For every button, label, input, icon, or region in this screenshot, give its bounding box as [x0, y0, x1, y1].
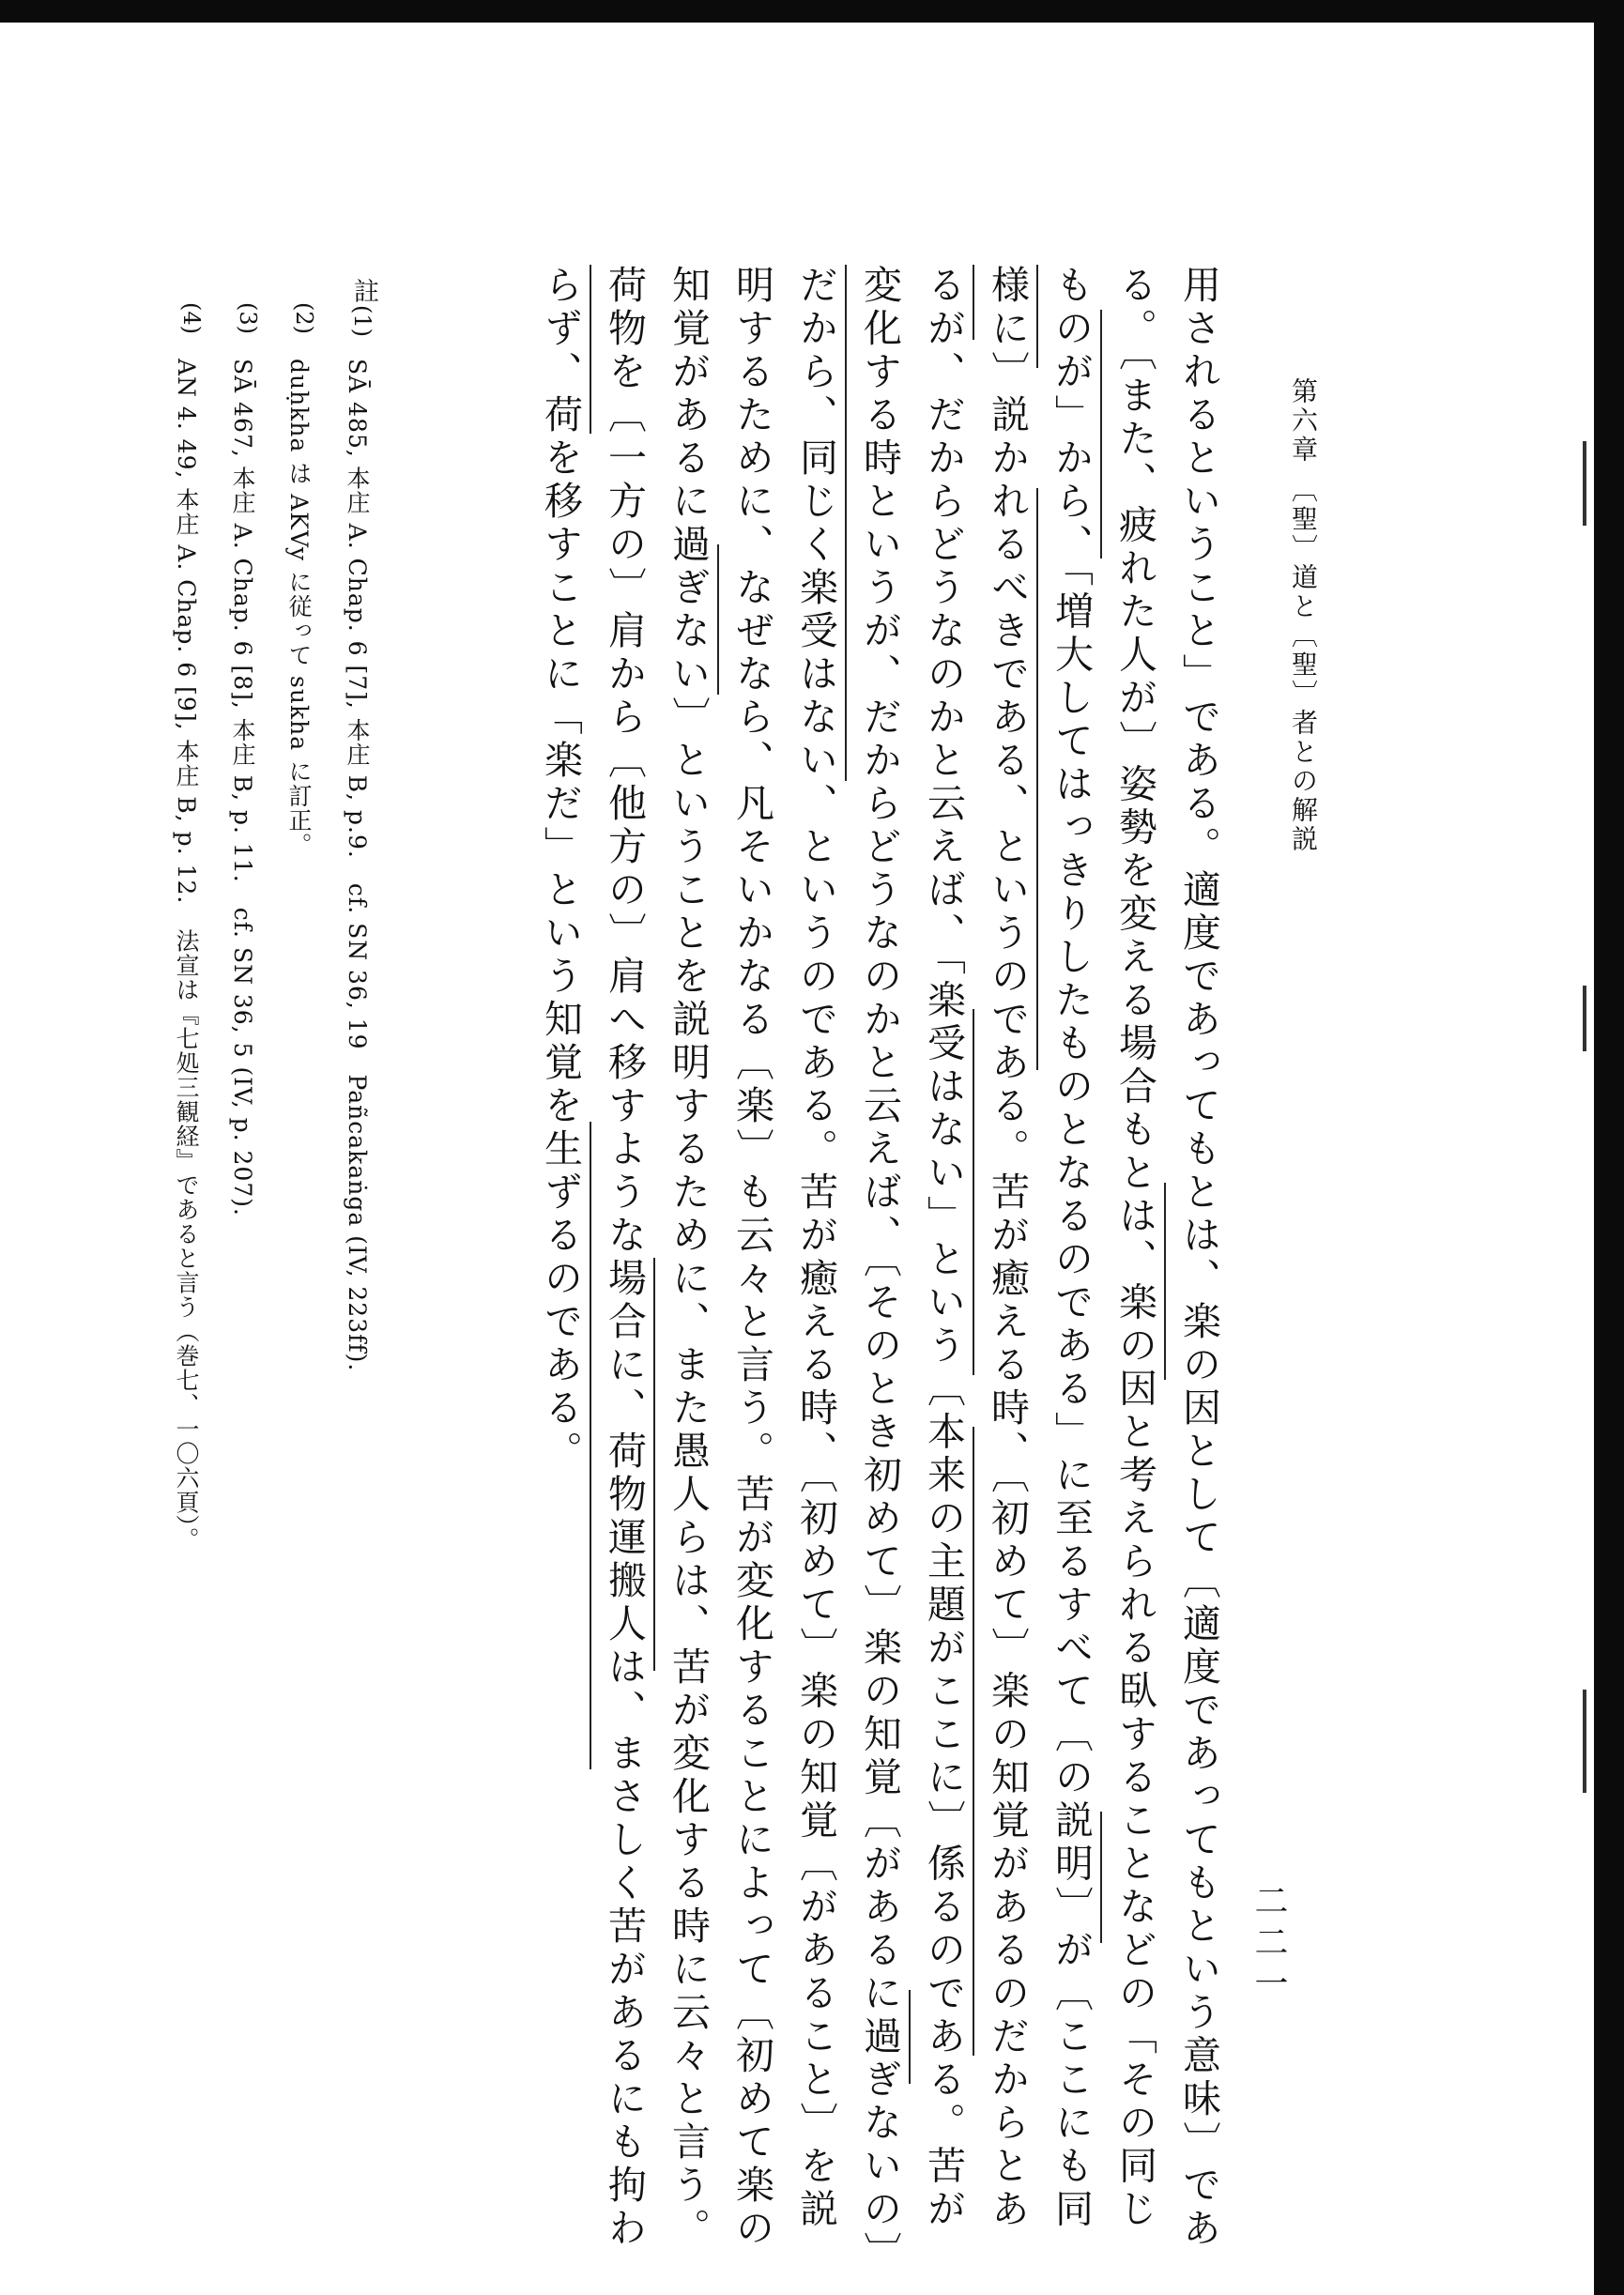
note-number: (2) [291, 302, 317, 334]
body-line: 変化する時というが、だからどうなのかと云えば、〔そのとき初めて〕楽の知覚〔があるに過ぎないの〕 [857, 265, 902, 2275]
body-line: ものが」から、「増大してはっきりしたものとなるのである」に至るすべて〔の説明〕が〔ここにも同 [1049, 265, 1094, 2232]
note-text: duḥkha は AKVy に従って sukha に訂正。 [285, 359, 313, 858]
emphasis-rule [1100, 310, 1102, 558]
body-line: 用されるということ」である。適度であってもとは、楽の因として〔適度であってもという意味〕であ [1176, 265, 1221, 2251]
emphasis-rule [717, 544, 719, 695]
emphasis-rule [590, 265, 591, 434]
body-line: 荷物を〔一方の〕肩から〔他方の〕肩へ移すような場合に、荷物運搬人は、まさしく苦があるにも拘わ [602, 265, 647, 2251]
emphasis-rule [653, 1258, 655, 1671]
body-line: 明するために、なぜなら、凡そいかなる〔楽〕も云々と言う。苦が変化することによって〔初めて楽の [729, 265, 774, 2251]
scan-top-border [0, 0, 1624, 23]
emphasis-rule [973, 265, 974, 340]
emphasis-rule [1164, 1183, 1166, 1380]
emphasis-rule [973, 1009, 974, 1375]
emphasis-rule [1100, 1812, 1102, 1943]
emphasis-rule [590, 1122, 591, 1769]
body-line: る。〔また、疲れた人が〕姿勢を変える場合もとは、楽の因と考えられる臥することなどの「その同じ [1112, 265, 1157, 2232]
body-line: 知覚があるに過ぎない〕ということを説明するために、また愚人らは、苦が変化する時に云々と言う。 [666, 265, 711, 2251]
emphasis-rule [845, 265, 847, 781]
page-edge-mark [1583, 441, 1586, 526]
body-line: るが、だからどうなのかと云えば、「楽受はない」という〔本来の主題がここに〕係るのである。苦が [921, 265, 966, 2232]
scan-right-border [1594, 0, 1624, 2295]
chapter-header: 第六章 〔聖〕道と〔聖〕者との解説 [1288, 377, 1319, 854]
emphasis-rule [973, 1427, 974, 2056]
body-line: だから、同じく楽受はない、というのである。苦が癒える時、〔初めて〕楽の知覚〔があること〕を説 [793, 265, 838, 2232]
note-text: SĀ 485, 本庄 A. Chap. 6 [7], 本庄 B, p.9. cf. SN 36, 19 Pañcakaṅga (IV, 223ff). [344, 359, 371, 1372]
note-number: (3) [235, 302, 261, 334]
note-number: (4) [178, 302, 205, 334]
note-number: (1) [349, 305, 375, 337]
body-line: らず、荷を移すことに「楽だ」という知覚を生ずるのである。 [538, 265, 583, 1474]
note-text: AN 4. 49, 本庄 A. Chap. 6 [9], 本庄 B, p. 12. 法宣は『七処三観経』であると言う（巻七、一〇六頁）。 [173, 359, 200, 1552]
notes-label: 註 [349, 278, 378, 303]
emphasis-rule [909, 1990, 911, 2084]
body-line: 様に〕説かれるべきである、というのである。苦が癒える時、〔初めて〕楽の知覚があるのだからとあ [985, 265, 1030, 2232]
emphasis-rule [1036, 488, 1038, 1070]
emphasis-rule [1036, 265, 1038, 368]
page-edge-mark [1583, 1690, 1586, 1793]
note-text: SĀ 467, 本庄 A. Chap. 6 [8], 本庄 B, p. 11. cf. SN 36, 5 (IV, p. 207). [229, 359, 256, 1216]
page-edge-mark [1583, 986, 1586, 1051]
page-number: 二二一 [1249, 1883, 1288, 2007]
